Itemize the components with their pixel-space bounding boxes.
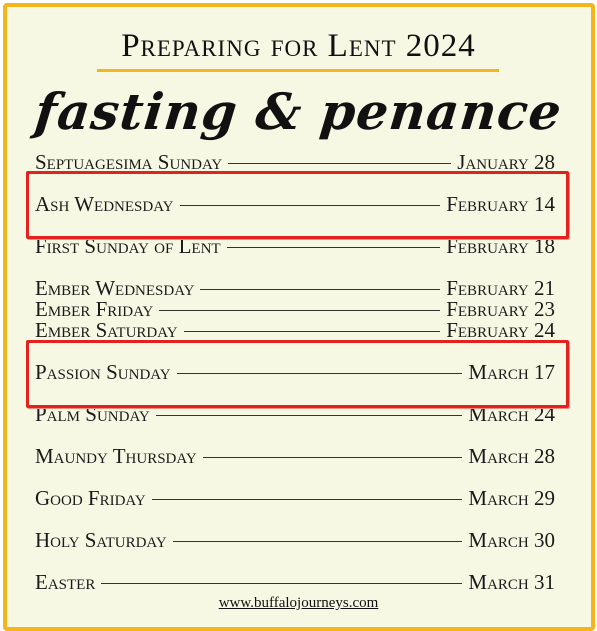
event-date: March 30 [468,527,555,552]
event-name: Septuagesima Sunday [35,149,223,174]
subtitle: fasting & penance [32,82,565,141]
leader-line [173,541,463,542]
event-name: Maundy Thursday [35,443,197,468]
leader-line [156,415,463,416]
leader-line [228,163,451,164]
event-name: First Sunday of Lent [35,233,221,258]
event-date: March 17 [468,359,555,384]
event-name: Easter [35,569,96,594]
event-date: March 31 [468,569,555,594]
title-underline [97,69,499,72]
event-name: Good Friday [35,485,146,510]
event-date: March 29 [468,485,555,510]
event-name: Palm Sunday [35,401,150,426]
event-name: Ember Friday [35,296,154,321]
website-link[interactable] [0,595,597,612]
highlight-box-ash-wednesday [26,171,569,239]
date-row [35,571,555,593]
event-name: Passion Sunday [35,359,171,384]
page-title: Preparing for Lent 2024 [121,28,476,64]
event-date: February 24 [446,317,555,342]
event-date: February 21 [446,275,555,300]
event-date: March 24 [468,401,555,426]
leader-line [203,457,463,458]
leader-line [152,499,463,500]
website-link-text[interactable]: www.buffalojourneys.com [218,595,379,611]
leader-line [101,583,462,584]
event-date: January 28 [457,149,555,174]
date-row [35,319,555,341]
event-date: February 23 [446,296,555,321]
leader-line [227,247,441,248]
event-name: Ember Saturday [35,317,178,342]
event-date: February 14 [446,191,555,216]
leader-line [184,331,441,332]
date-row [35,487,555,509]
event-name: Ash Wednesday [35,191,174,216]
date-row [35,529,555,551]
highlight-box-passion-sunday [26,340,569,408]
event-name: Ember Wednesday [35,275,195,300]
event-date: March 28 [468,443,555,468]
date-row [35,151,555,173]
leader-line [200,289,440,290]
leader-line [159,310,440,311]
event-name: Holy Saturday [35,527,167,552]
event-date: February 18 [446,233,555,258]
date-row [35,445,555,467]
